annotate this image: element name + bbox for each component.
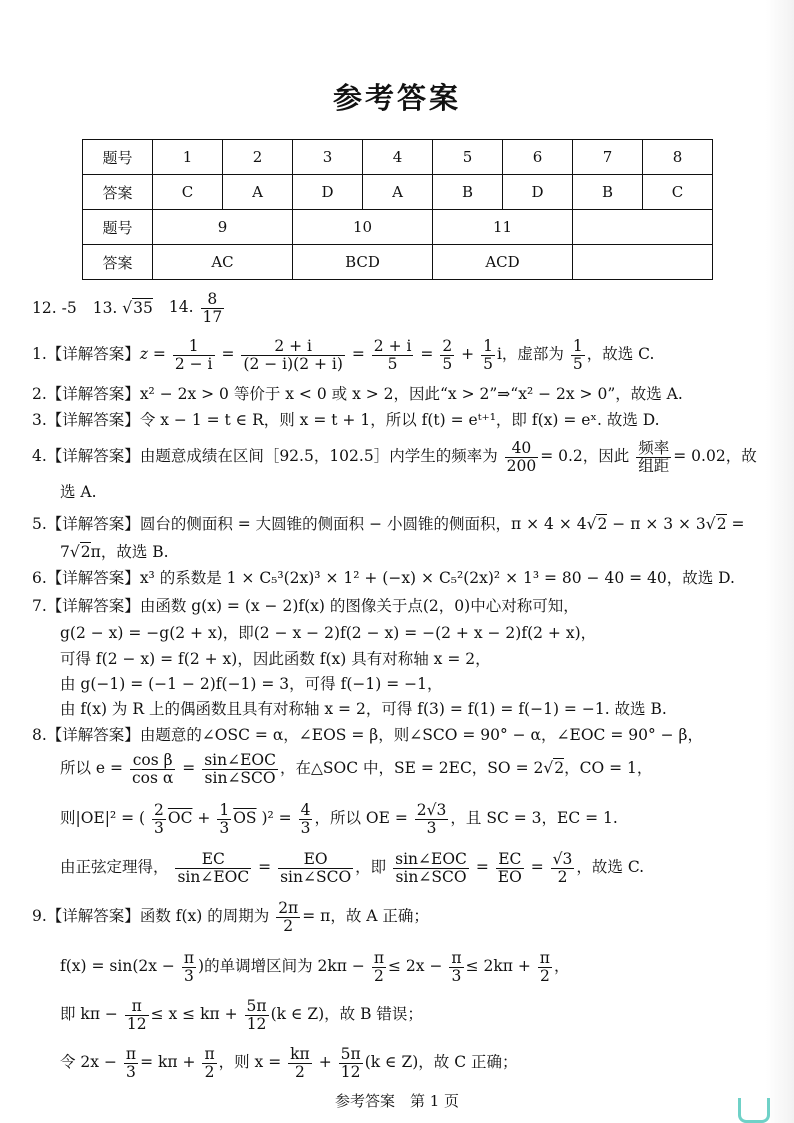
solution-2: 2.【详解答案】x² − 2x > 0 等价于 x < 0 或 x > 2，因此“x > 2”⇒“x² − 2x > 0”，故选 A. — [32, 385, 683, 403]
page-edge-shade — [766, 0, 794, 1123]
solution-9: 9.【详解答案】函数 f(x) 的周期为 $\frac{2\pi}{2}$ = π，故 A 正确； — [32, 899, 429, 935]
table-cell: 5 — [433, 140, 503, 175]
solution-7-line: g(2 − x) = −g(2 + x)，即(2 − x − 2)f(2 − x) = −(2 + x − 2)f(2 + x)， — [60, 624, 597, 642]
solution-9-line: 即 kπ − $\frac{\pi}{12}$ ≤ x ≤ kπ + $\frac{5\pi}{12}$ (k ∈ Z)，故 B 错误； — [60, 997, 423, 1033]
solution-8: 8.【详解答案】由题意的∠OSC = α，∠EOS = β，则∠SCO = 90° − α，∠EOC = 90° − β， — [32, 726, 704, 744]
solution-4: 4.【详解答案】由题意成绩在区间［92.5，102.5］内学生的频率为 $\frac{40}{200}$ = 0.2，因此 $\frac{\text{频率}}{\text{组距}}$ = 0.02，故 — [32, 439, 757, 475]
table-cell — [573, 210, 713, 245]
table-header-cell: 答案 — [83, 175, 153, 210]
solution-5-cont: 7√2π，故选 B. — [60, 543, 169, 561]
table-cell — [573, 245, 713, 280]
q12: 12. -5 — [32, 299, 77, 318]
solution-8-line: 则|OE|² = ( $\frac{2}{3}$ $\overline{OC}$ + $\frac{1}{3}$ $\overline{OS}$ )² = $\frac{4}{3}$ ，所以 OE = $\frac{2√3}{3}$ ，且 SC = 3，EC = 1. — [60, 801, 618, 837]
solution-9-line: 令 2x − $\frac{\pi}{3}$ = kπ + $\frac{\pi}{2}$ ，则 x = $\frac{k\pi}{2}$ + $\frac{5\pi}{12}$ (k ∈ Z)，故 C 正确； — [60, 1045, 518, 1081]
table-cell: 9 — [153, 210, 293, 245]
table-cell: A — [223, 175, 293, 210]
table-cell: ACD — [433, 245, 573, 280]
answer-table — [82, 139, 713, 280]
table-cell: BCD — [293, 245, 433, 280]
table-header-cell: 答案 — [83, 245, 153, 280]
solution-6: 6.【详解答案】x³ 的系数是 1 × C₅³(2x)³ × 1² + (−x) × C₅²(2x)² × 1³ = 80 − 40 = 40，故选 D. — [32, 569, 735, 587]
table-cell: 2 — [223, 140, 293, 175]
page-title: 参考答案 — [332, 81, 461, 115]
table-cell: 10 — [293, 210, 433, 245]
table-cell: 4 — [363, 140, 433, 175]
solution-4-cont: 选 A. — [60, 483, 97, 501]
table-row — [83, 245, 713, 280]
table-row — [83, 140, 713, 175]
solution-8-line: 由正弦定理得， $\frac{EC}{\text{sin∠EOC}}$ = $\frac{EO}{\text{sin∠SCO}}$ ，即 $\frac{\text{sin∠EOC}}{\text{sin∠SCO}}$ = $\frac{EC}{EO}$ = $\frac{√3}{2}$ ，故选 C. — [60, 850, 645, 886]
page-footer: 参考答案 第 1 页 — [334, 1092, 460, 1110]
corner-mark-icon — [738, 1098, 770, 1123]
table-cell: 1 — [153, 140, 223, 175]
table-cell: 3 — [293, 140, 363, 175]
table-row — [83, 210, 713, 245]
table-cell: D — [293, 175, 363, 210]
table-cell: 11 — [433, 210, 573, 245]
table-cell: A — [363, 175, 433, 210]
solution-1: 1.【详解答案】z = $\frac{1}{2 - i}$ = $\frac{2 + i}{(2 - i)(2 + i)}$ = $\frac{2 + i}{5}$ = $\frac{2}{5}$ + $\frac{1}{5}$ i，虚部为 $\frac{1}{5}$ ，故选 C. — [32, 337, 655, 373]
solution-8-line: 所以 e = $\frac{\text{cos β}}{\text{cos α}}$ = $\frac{\text{sin∠EOC}}{\text{sin∠SCO}}$ ，在△SOC 中，SE = 2EC，SO = 2√2，CO = 1， — [60, 751, 653, 787]
solution-7: 7.【详解答案】由函数 g(x) = (x − 2)f(x) 的图像关于点(2，0)中心对称可知， — [32, 597, 579, 615]
table-cell: 6 — [503, 140, 573, 175]
table-header-cell: 题号 — [83, 210, 153, 245]
solution-5: 5.【详解答案】圆台的侧面积 = 大圆锥的侧面积 − 小圆锥的侧面积，π × 4 × 4√2 − π × 3 × 3√2 = — [32, 515, 745, 533]
table-cell: B — [573, 175, 643, 210]
solution-9-line: f(x) = sin(2x − $\frac{\pi}{3}$ )的单调增区间为 2kπ − $\frac{\pi}{2}$ ≤ 2x − $\frac{\pi}{3}$ ≤ 2kπ + $\frac{\pi}{2}$ ， — [60, 949, 570, 985]
q13: 13. √35 — [92, 299, 153, 318]
table-cell: B — [433, 175, 503, 210]
solution-7-line: 由 f(x) 为 R 上的偶函数且具有对称轴 x = 2，可得 f(3) = f(1) = f(−1) = −1. 故选 B. — [60, 700, 667, 718]
solution-3: 3.【详解答案】令 x − 1 = t ∈ R，则 x = t + 1，所以 f(t) = eᵗ⁺¹，即 f(x) = eˣ. 故选 D. — [32, 411, 660, 429]
table-cell: AC — [153, 245, 293, 280]
table-cell: 8 — [643, 140, 713, 175]
short-answers — [32, 291, 226, 325]
solution-7-line: 可得 f(2 − x) = f(2 + x)，因此函数 f(x) 具有对称轴 x = 2， — [60, 650, 491, 668]
table-cell: D — [503, 175, 573, 210]
table-header-cell: 题号 — [83, 140, 153, 175]
solution-7-line: 由 g(−1) = (−1 − 2)f(−1) = 3，可得 f(−1) = −1， — [60, 675, 443, 693]
q14: 14. $\frac{8}{17}$ — [168, 290, 223, 326]
table-cell: 7 — [573, 140, 643, 175]
table-cell: C — [153, 175, 223, 210]
table-row — [83, 175, 713, 210]
table-cell: C — [643, 175, 713, 210]
